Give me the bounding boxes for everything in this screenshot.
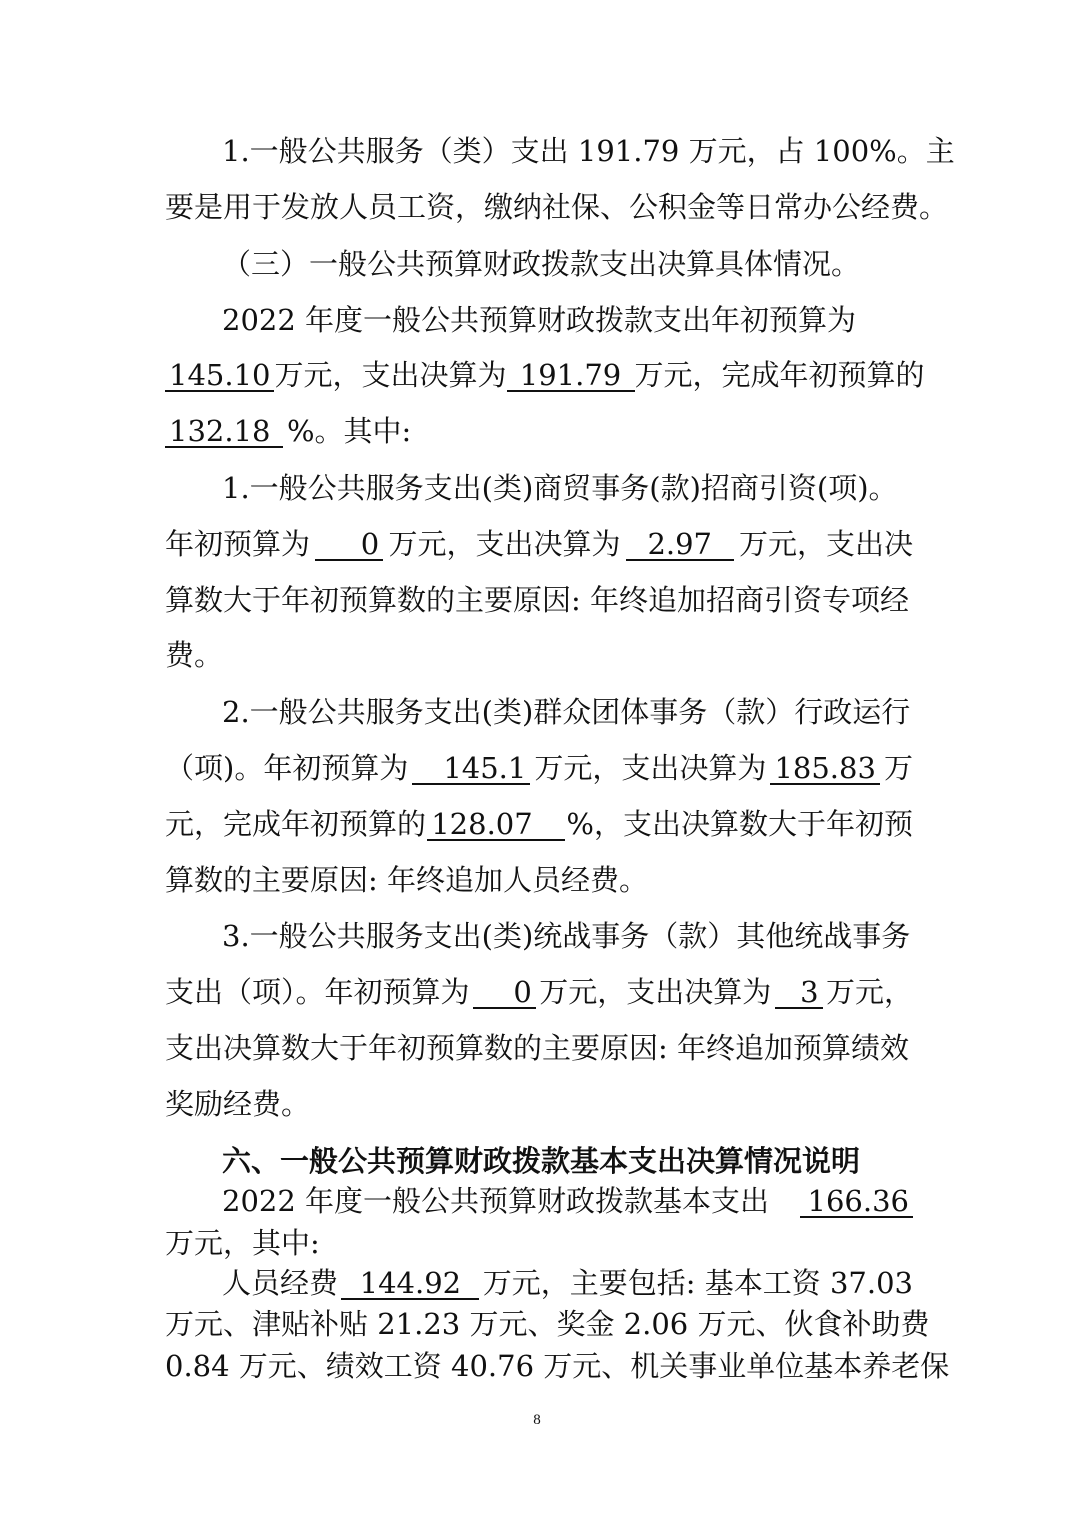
underlined-value: 2.97: [626, 529, 734, 561]
underlined-value: 3: [775, 977, 823, 1009]
underlined-value: 0: [315, 529, 383, 561]
paragraph-line: 2022 年度一般公共预算财政拨款支出年初预算为: [222, 303, 857, 337]
underlined-value: 144.92: [341, 1268, 479, 1300]
paragraph-line: 支出（项）。年初预算为 0 万元，支出决算为 3 万元，: [165, 975, 913, 1009]
underlined-value: 185.83: [770, 753, 879, 785]
paragraph-line: 费。: [165, 638, 224, 672]
underlined-value: 128.07: [427, 809, 565, 841]
section-subheading: （三）一般公共预算财政拨款支出决算具体情况。: [222, 247, 861, 281]
paragraph-line: 0.84 万元、绩效工资 40.76 万元、机关事业单位基本养老保: [165, 1349, 950, 1383]
underlined-value: 145.1: [412, 753, 530, 785]
section-heading: 六、一般公共预算财政拨款基本支出决算情况说明: [222, 1144, 861, 1178]
underlined-value: 132.18: [165, 416, 283, 448]
paragraph-line: 元，完成年初预算的 128.07 %，支出决算数大于年初预: [165, 807, 913, 841]
paragraph-line: 145.10 万元，支出决算为 191.79 万元，完成年初预算的: [165, 357, 913, 393]
paragraph-line: 年初预算为 0 万元，支出决算为 2.97 万元，支出决: [165, 527, 913, 561]
underlined-value: 0: [473, 977, 536, 1009]
paragraph-line: 1.一般公共服务支出(类)商贸事务(款)招商引资(项)。: [222, 471, 898, 505]
paragraph-line: 支出决算数大于年初预算数的主要原因: 年终追加预算绩效: [165, 1031, 909, 1065]
page-number: 8: [533, 1412, 541, 1428]
paragraph-line: 万元、津贴补贴 21.23 万元、奖金 2.06 万元、伙食补助费: [165, 1307, 930, 1341]
paragraph-line: 要是用于发放人员工资，缴纳社保、公积金等日常办公经费。: [165, 190, 949, 224]
paragraph-line: 2022 年度一般公共预算财政拨款基本支出 166.36: [222, 1183, 913, 1219]
underlined-value: 145.10: [165, 360, 274, 392]
paragraph-line: 3.一般公共服务支出(类)统战事务（款）其他统战事务: [222, 919, 911, 953]
paragraph-line: 人员经费 144.92 万元，主要包括: 基本工资 37.03: [222, 1266, 913, 1300]
paragraph-line: 奖励经费。: [165, 1087, 311, 1121]
paragraph-line: 算数大于年初预算数的主要原因: 年终追加招商引资专项经: [165, 583, 909, 617]
paragraph-line: （项)。年初预算为 145.1 万元，支出决算为 185.83 万: [165, 751, 913, 785]
paragraph-line: 1.一般公共服务（类）支出 191.79 万元，占 100%。主: [222, 134, 955, 168]
underlined-value: 191.79: [507, 360, 635, 392]
paragraph-line: 万元，其中:: [165, 1226, 320, 1260]
paragraph-line: 算数的主要原因: 年终追加人员经费。: [165, 863, 648, 897]
paragraph-line: 2.一般公共服务支出(类)群众团体事务（款）行政运行: [222, 695, 911, 729]
paragraph-line: 132.18 %。其中:: [165, 413, 913, 449]
underlined-value: 166.36: [800, 1186, 913, 1218]
